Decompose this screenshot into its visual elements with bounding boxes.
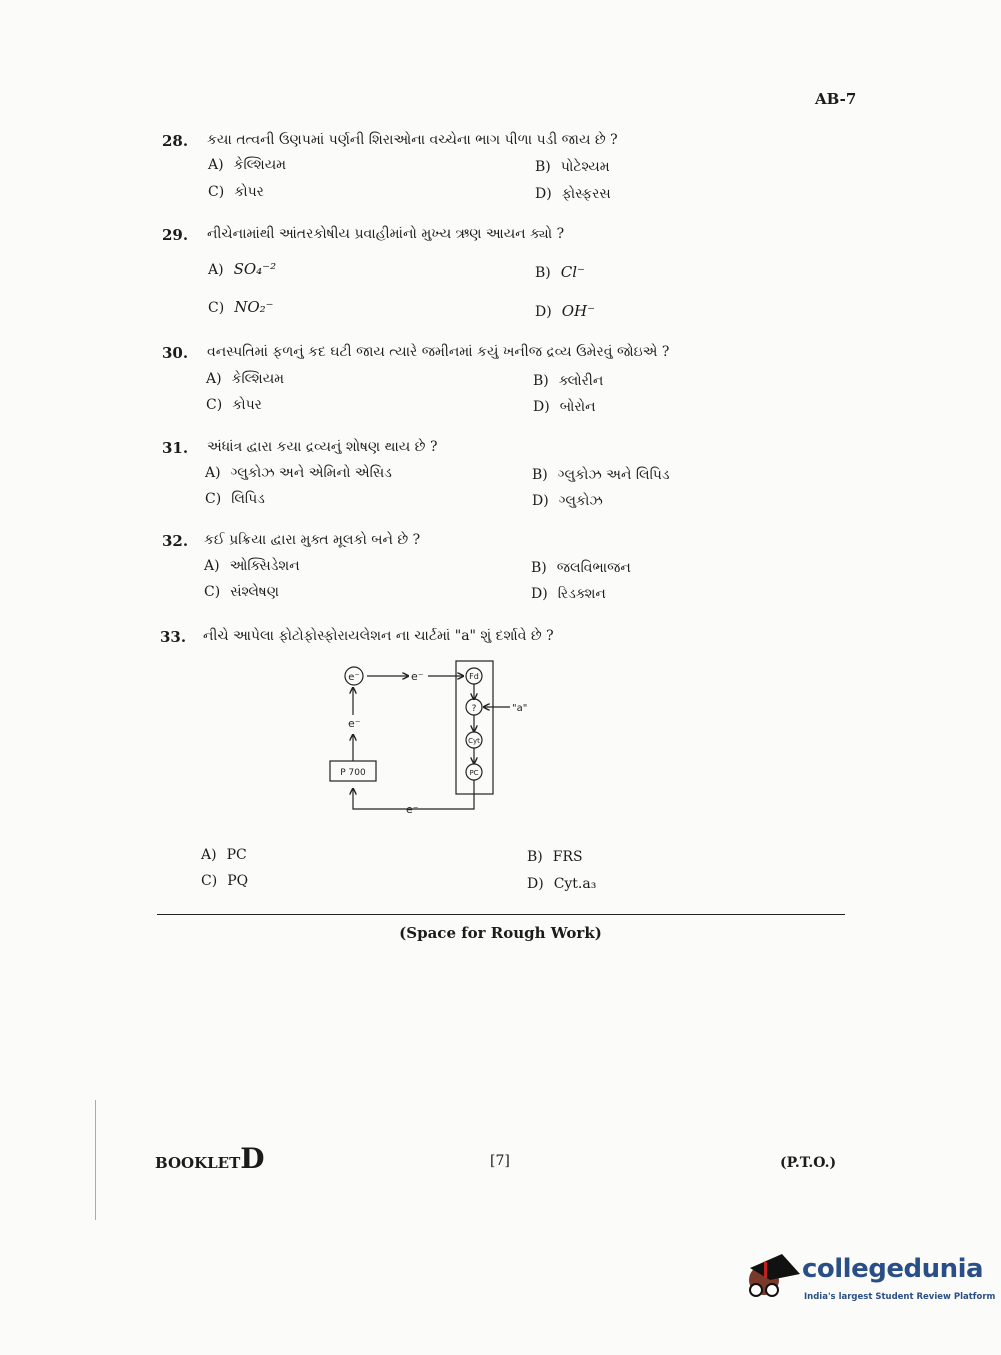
option-d: D) બોરોન: [533, 399, 596, 415]
photophosphorylation-diagram: [320, 655, 540, 815]
svg-text:Cyt: Cyt: [468, 737, 480, 745]
question-number: 32.: [162, 532, 189, 550]
question-number: 31.: [162, 439, 189, 457]
option-d: D) OH⁻: [535, 302, 595, 320]
option-d: D) ફોસ્ફરસ: [535, 186, 611, 202]
svg-text:PC: PC: [469, 769, 479, 777]
svg-text:?: ?: [471, 704, 477, 714]
option-c: C) કોપર: [206, 397, 262, 413]
option-c: C) કોપર: [208, 184, 264, 200]
option-b: B) ગ્લુકોઝ અને લિપિડ: [532, 467, 670, 483]
option-d: D) Cyt.a₃: [527, 876, 597, 892]
paper-code: AB-7: [815, 90, 857, 108]
question-text: કયા તત્વની ઉણપમાં પર્ણની શિરાઓના વચ્ચેના ભાગ પીળા પડી જાય છે ?: [207, 132, 618, 148]
option-b: B) Cl⁻: [535, 263, 585, 281]
rough-work-label: (Space for Rough Work): [399, 924, 602, 942]
svg-text:P 700: P 700: [340, 768, 366, 778]
option-a: A) PC: [201, 847, 247, 863]
question-text: નીચે આપેલા ફોટોફોસ્ફોરાયલેશન ના ચાર્ટમાં "a" શું દર્શાવે છે ?: [203, 628, 554, 644]
question-number: 33.: [160, 628, 187, 646]
svg-text:e⁻: e⁻: [406, 803, 419, 815]
option-a: A) કેલ્શિયમ: [206, 371, 285, 387]
option-b: B) ક્લોરીન: [533, 373, 604, 389]
scan-margin-line: [95, 1100, 96, 1220]
option-b: B) જલવિભાજન: [531, 560, 631, 576]
option-a: A) કેલ્શિયમ: [208, 157, 287, 173]
pto-label: (P.T.O.): [780, 1155, 837, 1171]
divider: [157, 914, 845, 915]
option-c: C) NO₂⁻: [208, 298, 274, 316]
option-d: D) રિડક્શન: [531, 586, 606, 602]
option-a: A) ગ્લુકોઝ અને એમિનો એસિડ: [205, 465, 392, 481]
a-label: "a": [512, 703, 528, 714]
option-b: B) પોટેશ્યમ: [535, 159, 610, 175]
option-c: C) PQ: [201, 873, 249, 889]
question-number: 29.: [162, 226, 189, 244]
option-c: C) સંશ્લેષણ: [204, 584, 279, 600]
question-text: વનસ્પતિમાં ફળનું કદ ઘટી જાય ત્યારે જમીનમાં કયું ખનીજ દ્રવ્ય ઉમેરવું જોઇએ ?: [207, 344, 670, 360]
option-d: D) ગ્લુકોઝ: [532, 493, 603, 509]
svg-text:e⁻: e⁻: [411, 670, 424, 683]
question-text: અંધાંત્ર દ્વારા કયા દ્રવ્યનું શોષણ થાય છે ?: [207, 439, 438, 455]
option-a: A) SO₄⁻²: [208, 260, 277, 278]
svg-text:Fd: Fd: [469, 672, 479, 681]
question-number: 30.: [162, 344, 189, 362]
question-text: નીચેનામાંથી આંતરકોષીય પ્રવાહીમાંનો મુખ્ય ઋણ આયન ક્યો ?: [207, 226, 565, 242]
question-text: કઈ પ્રક્રિયા દ્વારા મુક્ત મૂલકો બને છે ?: [204, 532, 421, 548]
collegedunia-logo: collegedunia India's largest Student Review Platform: [742, 1250, 972, 1310]
option-a: A) ઓક્સિડેશન: [204, 558, 300, 574]
page-number: [7]: [490, 1153, 510, 1169]
option-c: C) લિપિડ: [205, 491, 265, 507]
booklet-label: BOOKLETD: [155, 1142, 265, 1175]
mascot-icon: [742, 1250, 802, 1310]
option-b: B) FRS: [527, 849, 583, 865]
svg-text:e⁻: e⁻: [348, 717, 361, 730]
booklet-letter: D: [240, 1142, 265, 1175]
question-number: 28.: [162, 132, 189, 150]
svg-text:e⁻: e⁻: [348, 672, 360, 683]
